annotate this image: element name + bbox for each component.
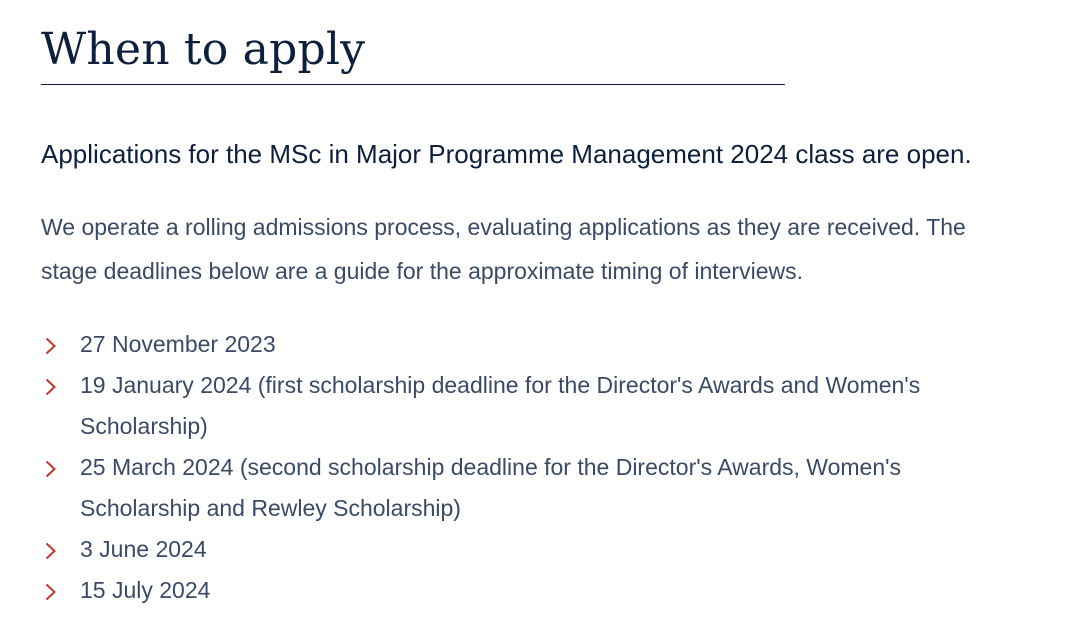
chevron-right-icon (45, 337, 56, 355)
deadline-item (41, 570, 980, 611)
deadline-item (41, 529, 980, 570)
deadline-item (41, 365, 980, 447)
deadline-text: 19 January 2024 (first scholarship deadline for the Director's Awards and Women's Scholarship) (80, 372, 921, 439)
deadline-text: 15 July 2024 (80, 577, 211, 603)
deadline-text: 25 March 2024 (second scholarship deadline for the Director's Awards, Women's Scholarship and Rewley Scholarship) (80, 454, 902, 521)
stage-deadlines-list (41, 324, 1041, 611)
deadline-item (41, 324, 980, 365)
admissions-intro-paragraph: We operate a rolling admissions process, evaluating applications as they are received. The stage deadlines below are a guide for the approximate timing of interviews. (41, 214, 966, 284)
chevron-right-icon (45, 542, 56, 560)
section-title: When to apply (41, 24, 366, 75)
chevron-right-icon (45, 460, 56, 478)
deadline-text: 27 November 2023 (80, 331, 276, 357)
chevron-right-icon (45, 378, 56, 396)
deadline-text: 3 June 2024 (80, 536, 207, 562)
applications-open-notice: Applications for the MSc in Major Programme Management 2024 class are open. (41, 139, 972, 169)
section-heading-container (41, 22, 785, 85)
deadline-item (41, 447, 980, 529)
chevron-right-icon (45, 583, 56, 601)
